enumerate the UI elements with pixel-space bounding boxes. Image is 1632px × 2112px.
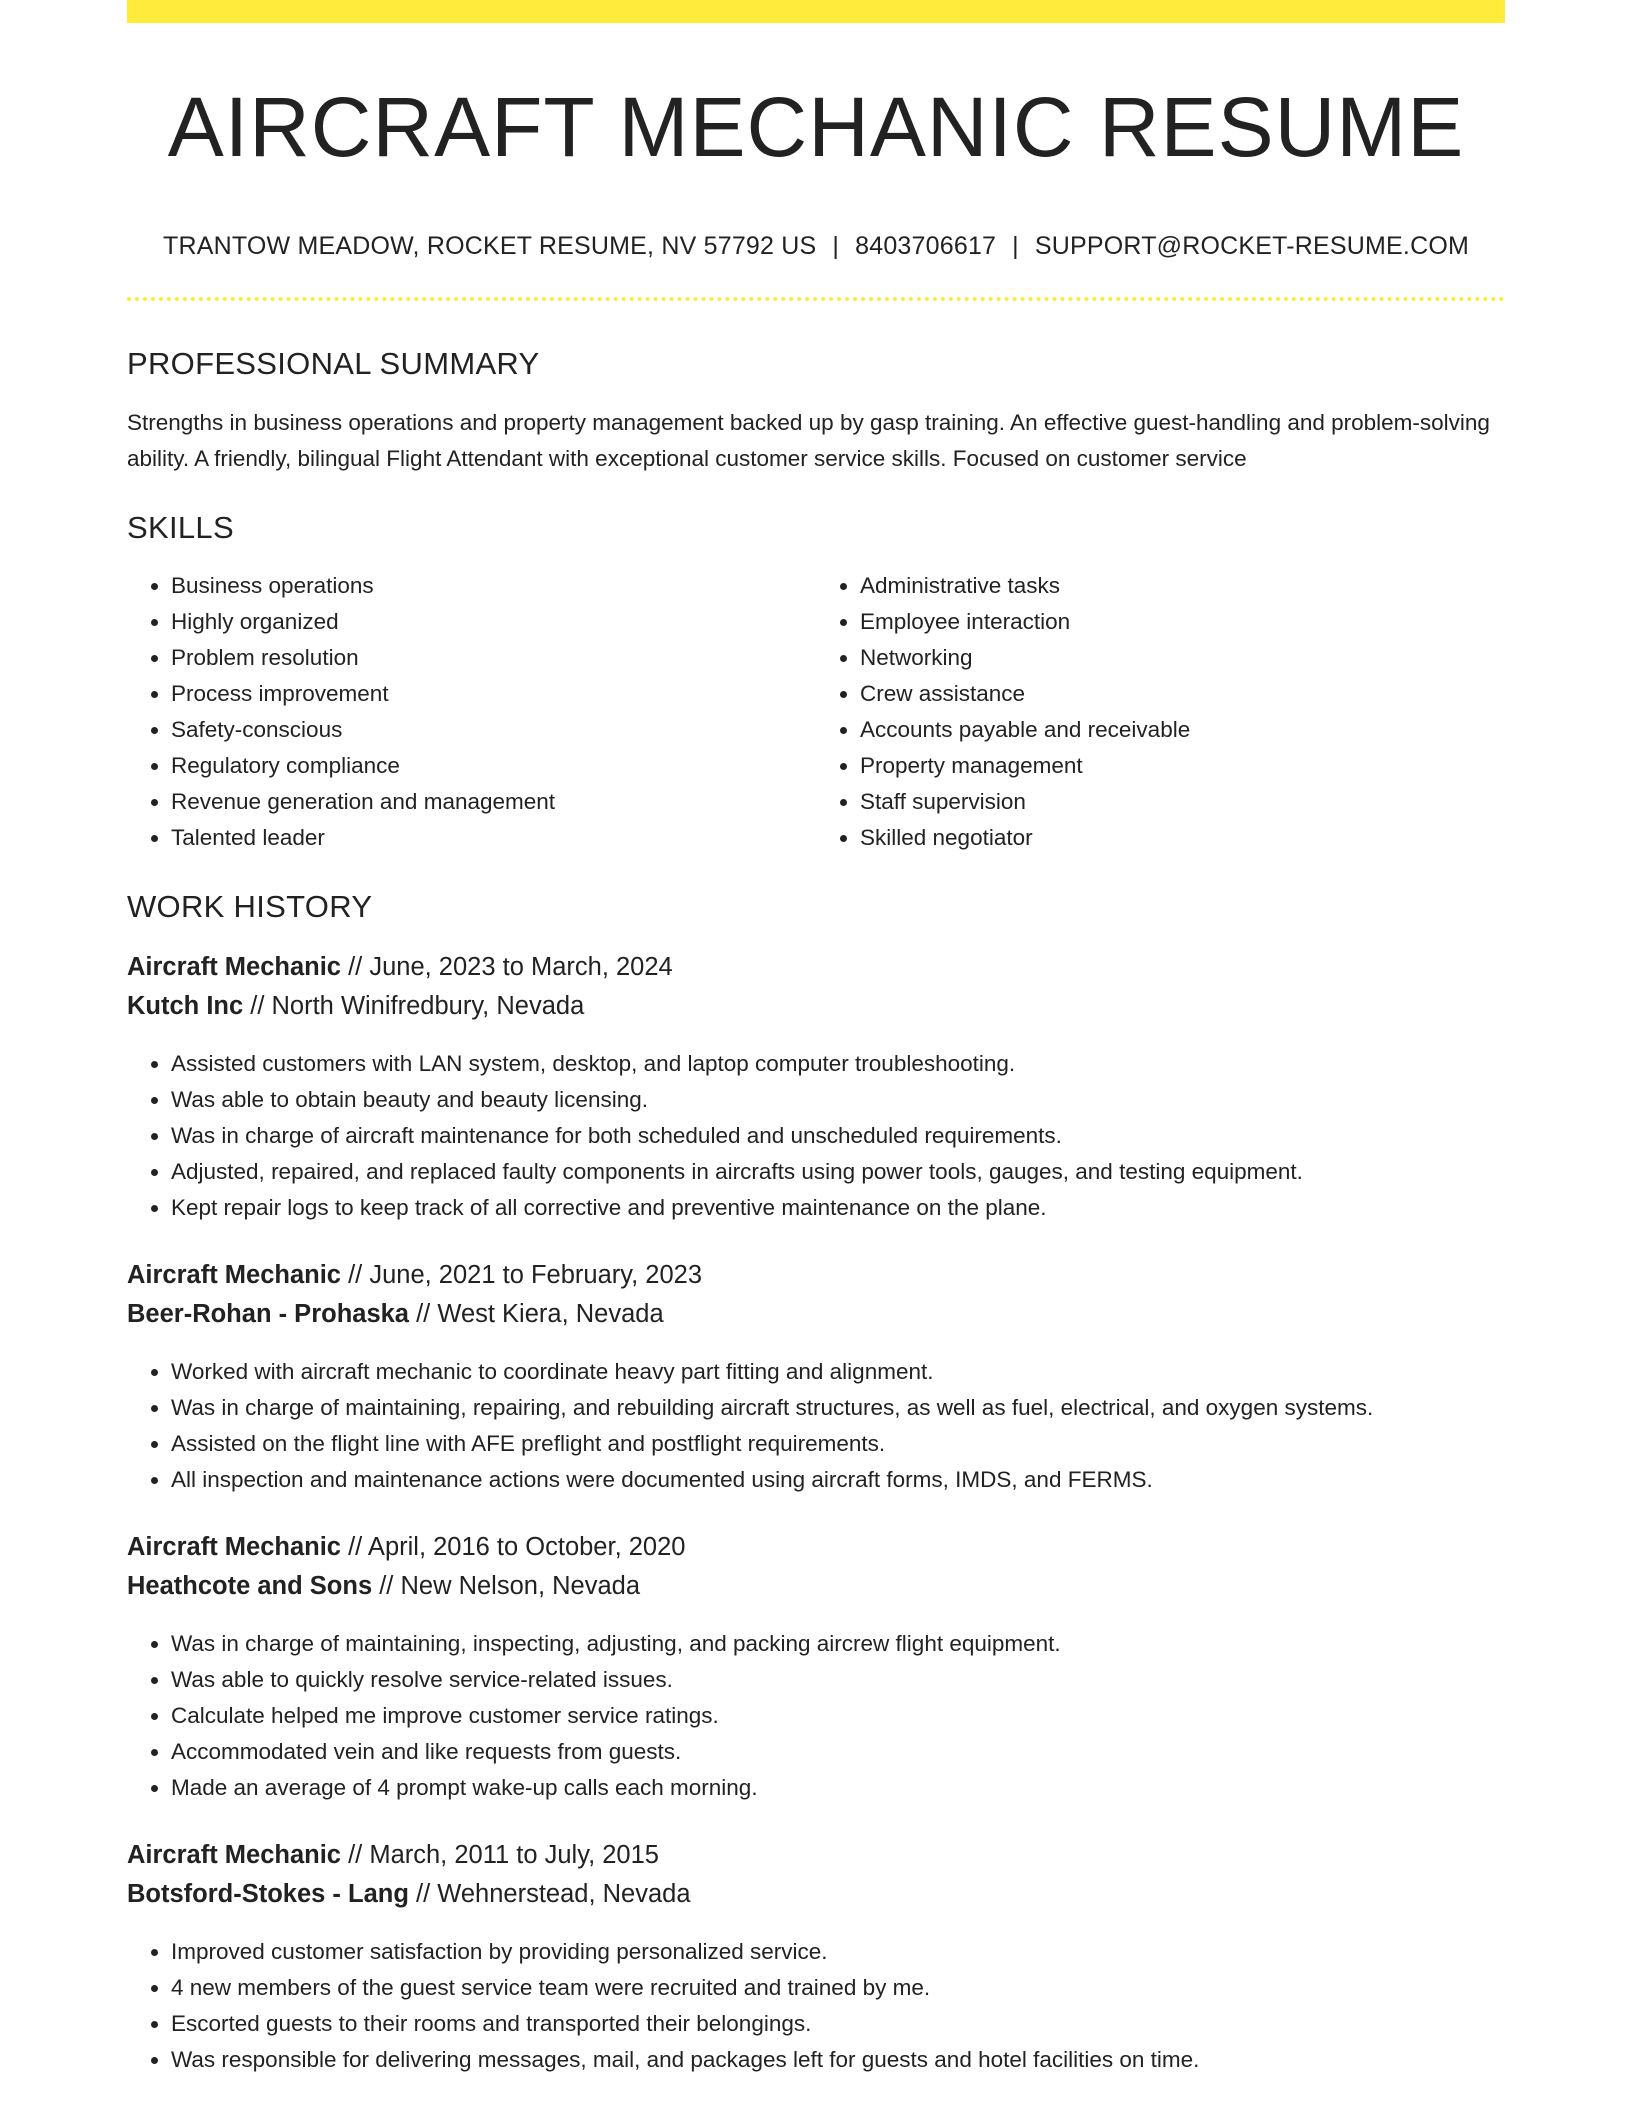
job-duty: • Assisted on the flight line with AFE preflight and postflight requirements.: [171, 1426, 1505, 1462]
resume-page: [127, 0, 1505, 2078]
job-duty: • Was in charge of maintaining, repairing, and rebuilding aircraft structures, as well as fuel, electrical, and oxygen systems.: [171, 1390, 1505, 1426]
job-location: // North Winifredbury, Nevada: [243, 991, 585, 1020]
skills-left-column: [127, 568, 816, 856]
job-duty: • Was in charge of maintaining, inspecting, adjusting, and packing aircrew flight equipment.: [171, 1626, 1505, 1662]
job-duty: • Made an average of 4 prompt wake-up calls each morning.: [171, 1770, 1505, 1806]
skill-item: • Employee interaction: [860, 604, 1505, 640]
job-duty: • Kept repair logs to keep track of all corrective and preventive maintenance on the plane.: [171, 1190, 1505, 1226]
skill-item: • Process improvement: [171, 676, 816, 712]
contact-line: [127, 231, 1505, 261]
contact-phone: 8403706617: [855, 232, 997, 261]
job-duty: • Improved customer satisfaction by providing personalized service.: [171, 1934, 1505, 1970]
job-title: Aircraft Mechanic: [127, 1532, 341, 1561]
job-duties: [127, 1354, 1505, 1498]
accent-bar: [127, 0, 1505, 23]
job-entry: [127, 948, 1505, 1226]
job-title-line: [127, 1528, 1505, 1567]
job-title: Aircraft Mechanic: [127, 1840, 341, 1869]
job-company: Botsford-Stokes - Lang: [127, 1879, 409, 1908]
contact-separator: |: [832, 232, 840, 261]
job-duty: • Adjusted, repaired, and replaced faulty components in aircrafts using power tools, gauges, and testing equipment.: [171, 1154, 1505, 1190]
skill-item: • Administrative tasks: [860, 568, 1505, 604]
job-duty: • Was able to quickly resolve service-related issues.: [171, 1662, 1505, 1698]
job-duties: [127, 1934, 1505, 2078]
job-company: Heathcote and Sons: [127, 1571, 373, 1600]
skill-item: • Skilled negotiator: [860, 820, 1505, 856]
contact-email: SUPPORT@ROCKET-RESUME.COM: [1034, 232, 1470, 261]
skill-item: • Accounts payable and receivable: [860, 712, 1505, 748]
job-duty: • Assisted customers with LAN system, desktop, and laptop computer troubleshooting.: [171, 1046, 1505, 1082]
job-company-line: [127, 1875, 1505, 1914]
work-history-heading: WORK HISTORY: [127, 888, 373, 924]
job-location: // New Nelson, Nevada: [372, 1571, 641, 1600]
contact-separator: |: [1012, 232, 1019, 261]
skill-item: • Crew assistance: [860, 676, 1505, 712]
job-duty: • Calculate helped me improve customer service ratings.: [171, 1698, 1505, 1734]
job-title-line: [127, 948, 1505, 987]
job-company: Beer-Rohan - Prohaska: [127, 1299, 409, 1328]
skill-item: • Problem resolution: [171, 640, 816, 676]
job-dates: // April, 2016 to October, 2020: [341, 1532, 686, 1561]
job-duty: • Worked with aircraft mechanic to coordinate heavy part fitting and alignment.: [171, 1354, 1505, 1390]
job-duty: • Accommodated vein and like requests from guests.: [171, 1734, 1505, 1770]
job-duties: [127, 1046, 1505, 1226]
skill-item: • Safety-conscious: [171, 712, 816, 748]
skills-right-column: [816, 568, 1505, 856]
job-duty: • Was responsible for delivering messages, mail, and packages left for guests and hotel facilities on time.: [171, 2042, 1505, 2078]
job-duty: • Was able to obtain beauty and beauty licensing.: [171, 1082, 1505, 1118]
summary-heading: PROFESSIONAL SUMMARY: [127, 346, 540, 382]
job-duty: • Escorted guests to their rooms and transported their belongings.: [171, 2006, 1505, 2042]
skill-item: • Regulatory compliance: [171, 748, 816, 784]
skill-item: • Talented leader: [171, 820, 816, 856]
job-duty: • Was in charge of aircraft maintenance for both scheduled and unscheduled requirements.: [171, 1118, 1505, 1154]
job-duty: • All inspection and maintenance actions were documented using aircraft forms, IMDS, and FERMS.: [171, 1462, 1505, 1498]
job-title: Aircraft Mechanic: [127, 952, 341, 981]
job-entry: [127, 1528, 1505, 1806]
contact-address: TRANTOW MEADOW, ROCKET RESUME, NV 57792 US: [162, 232, 817, 261]
skills-list: [127, 568, 1505, 856]
job-dates: // March, 2011 to July, 2015: [341, 1840, 659, 1869]
page-title: AIRCRAFT MECHANIC RESUME: [167, 80, 1465, 174]
job-dates: // June, 2021 to February, 2023: [341, 1260, 703, 1289]
job-company-line: [127, 987, 1505, 1026]
skill-item: • Highly organized: [171, 604, 816, 640]
job-company-line: [127, 1295, 1505, 1334]
summary-text: Strengths in business operations and property management backed up by gasp training. An effective guest-handling and problem-solving ability. A friendly, bilingual Flight Attendant with exceptional customer service skills. Focused on customer service: [127, 410, 1490, 472]
job-title: Aircraft Mechanic: [127, 1260, 341, 1289]
skill-item: • Networking: [860, 640, 1505, 676]
job-title-line: [127, 1836, 1505, 1875]
skill-item: • Property management: [860, 748, 1505, 784]
job-duties: [127, 1626, 1505, 1806]
skill-item: • Revenue generation and management: [171, 784, 816, 820]
dotted-divider: [127, 297, 1505, 301]
job-entry: [127, 1256, 1505, 1498]
job-company-line: [127, 1567, 1505, 1606]
skill-item: • Business operations: [171, 568, 816, 604]
job-location: // Wehnerstead, Nevada: [408, 1879, 691, 1908]
job-location: // West Kiera, Nevada: [409, 1299, 664, 1328]
job-entry: [127, 1836, 1505, 2078]
job-duty: • 4 new members of the guest service team were recruited and trained by me.: [171, 1970, 1505, 2006]
skill-item: • Staff supervision: [860, 784, 1505, 820]
job-dates: // June, 2023 to March, 2024: [341, 952, 673, 981]
skills-heading: SKILLS: [127, 510, 234, 546]
job-title-line: [127, 1256, 1505, 1295]
job-company: Kutch Inc: [127, 991, 244, 1020]
